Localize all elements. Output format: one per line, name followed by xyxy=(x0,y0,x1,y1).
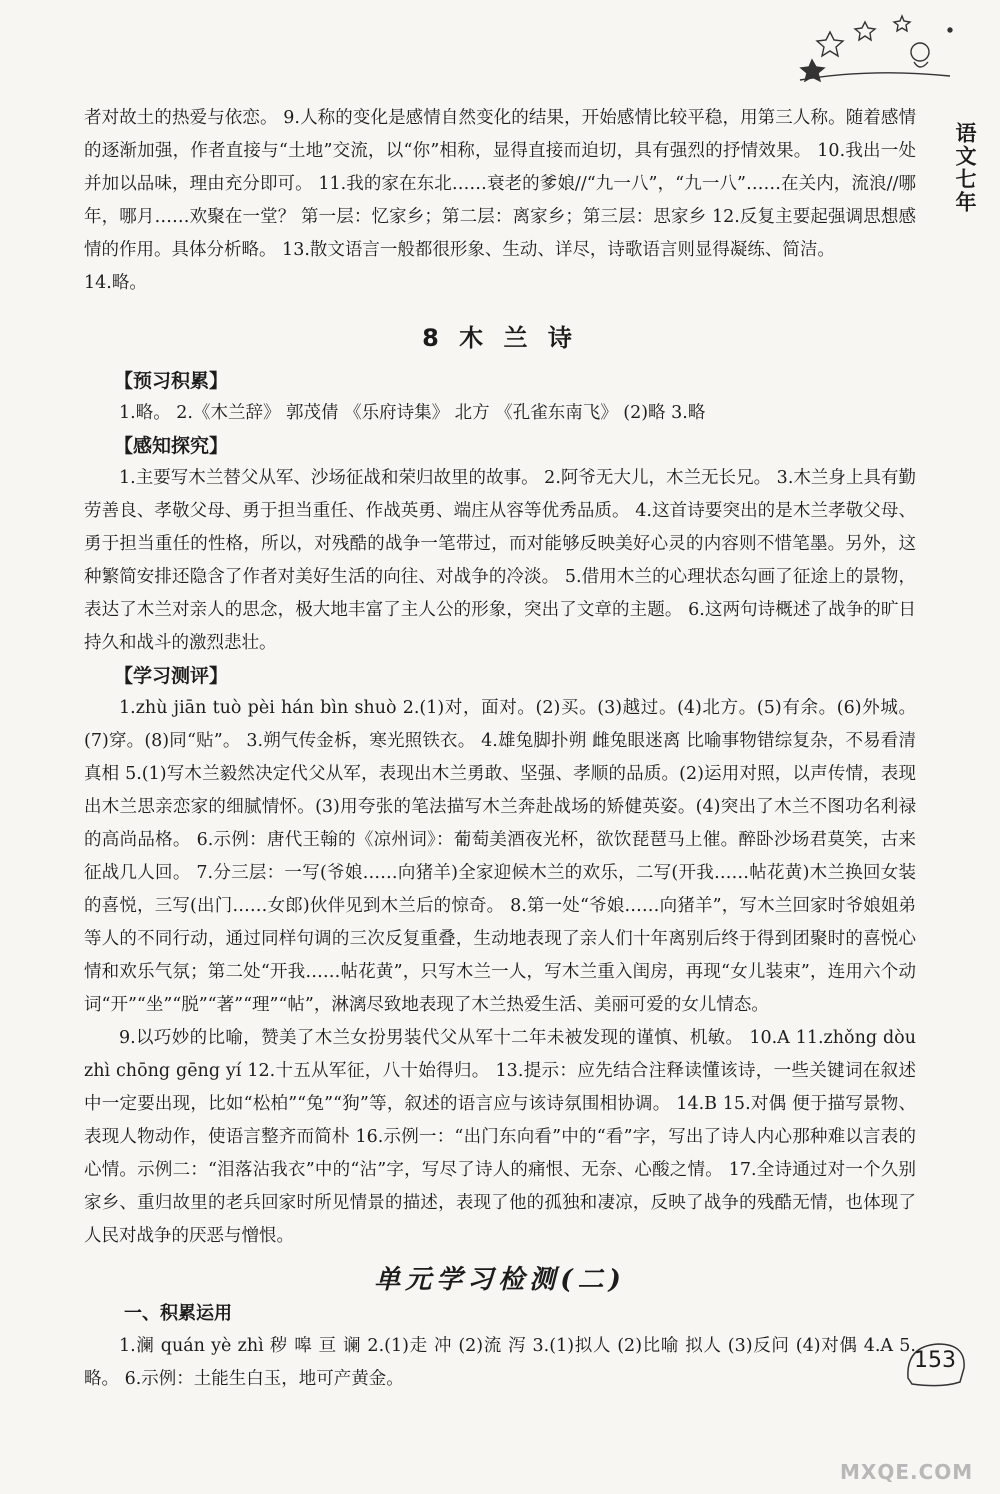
section-heading-preview: 【预习积累】 xyxy=(114,370,229,392)
intro-paragraph: 者对故土的热爱与依恋。 9.人称的变化是感情自然变化的结果，开始感情比较平稳，用第三人称。随着感情的逐渐加强，作者直接与“土地”交流，以“你”相称，显得直接而迫切，具有强烈的抒情效果。 10.我出一处并加以品味，理由充分即可。 11.我的家在东北……衰老的爹娘//“九一八”，“九一八”……在关内，流浪//哪年，哪月……欢聚在一堂？ 第一层：忆家乡；第二层：离家乡；第三层：思家乡 12.反复主要起强调思想感情的作用。具体分析略。 13.散文语言一般都很形象、生动、详尽，诗歌语言则显得凝练、简洁。 xyxy=(84,108,916,260)
unit-section-text: 1.澜 quán yè zhì 秽 嗥 亘 谰 2.(1)走 冲 (2)流 泻 3.(1)拟人 (2)比喻 拟人 (3)反问 (4)对偶 4.A 5.略。 6.示例：土能生白玉，地可产黄金。 xyxy=(84,1336,916,1389)
subject-side-label: 语文七年 xyxy=(953,122,977,214)
section-text-assess-continued: 9.以巧妙的比喻，赞美了木兰女扮男装代父从军十二年未被发现的谨慎、机敏。 10.A 11.zhǒng dòu zhì chōng gēng yí 12.十五从军征，八十始得归。 13.提示：应先结合注释读懂该诗，一些关键词在叙述中一定要出现，比如“松柏”“兔”“狗”等，叙述的语言应与该诗氛围相协调。 14.B 15.对偶 便于描写景物、表现人物动作，使语言整齐而简朴 16.示例一：“出门东向看”中的“看”字，写出了诗人内心那种难以言表的心情。示例二：“泪落沾我衣”中的“沾”字，写尽了诗人的痛恨、无奈、心酸之情。 17.全诗通过对一个久别家乡、重归故里的老兵回家时所见情景的描述，表现了他的孤独和凄凉，反映了战争的残酷无情，也体现了人民对战争的厌恶与憎恨。 xyxy=(84,1028,916,1246)
section-text-explore: 1.主要写木兰替父从军、沙场征战和荣归故里的故事。 2.阿爷无大儿，木兰无长兄。 3.木兰身上具有勤劳善良、孝敬父母、勇于担当重任、作战英勇、端庄从容等优秀品质。 4.这首诗要突出的是木兰孝敬父母、勇于担当重任的性格，所以，对残酷的战争一笔带过，而对能够反映美好心灵的内容则不惜笔墨。另外，这种繁简安排还隐含了作者对美好生活的向往、对战争的冷淡。 5.借用木兰的心理状态勾画了征途上的景物，表达了木兰对亲人的思念，极大地丰富了主人公的形象，突出了文章的主题。 6.这两句诗概述了战争的旷日持久和战斗的激烈悲壮。 xyxy=(84,468,916,653)
chapter-title: 8 木 兰 诗 xyxy=(422,324,578,352)
section-text-preview: 1.略。 2.《木兰辞》 郭茂倩 《乐府诗集》 北方 《孔雀东南飞》 (2)略 3.略 xyxy=(119,403,706,423)
page-number: 153 xyxy=(914,1348,956,1373)
section-text-assess: 1.zhù jiān tuò pèi hán bìn shuò 2.(1)对，面对。(2)买。(3)越过。(4)北方。(5)有余。(6)外城。(7)穿。(8)同“贴”。 3.朔气传金柝，寒光照铁衣。 4.雄兔脚扑朔 雌兔眼迷离 比喻事物错综复杂，不易看清真相 5.(1)写木兰毅然决定代父从军，表现出木兰勇敢、坚强、孝顺的品质。(2)运用对照，以声传情，表现出木兰思亲恋家的细腻情怀。(3)用夸张的笔法描写木兰奔赴战场的矫健英姿。(4)突出了木兰不图功名利禄的高尚品格。 6.示例：唐代王翰的《凉州词》：葡萄美酒夜光杯，欲饮琵琶马上催。醉卧沙场君莫笑，古来征战几人回。 7.分三层：一写(爷娘……向猪羊)全家迎候木兰的欢乐，二写(开我……帖花黄)木兰换回女装的喜悦，三写(出门……女郎)伙伴见到木兰后的惊奇。 8.第一处“爷娘……向猪羊”，写木兰回家时爷娘姐弟等人的不同行动，通过同样句调的三次反复重叠，生动地表现了亲人们十年离别后终于得到团聚时的喜悦心情和欢乐气氛；第二处“开我……帖花黄”，只写木兰一人，写木兰重入闺房，再现“女儿装束”，连用六个动词“开”“坐”“脱”“著”“理”“帖”，淋漓尽致地表现了木兰热爱生活、美丽可爱的女儿情态。 xyxy=(84,698,916,1015)
unit-test-title: 单元学习检测(二) xyxy=(374,1265,626,1295)
main-content xyxy=(84,102,916,1396)
section-heading-explore: 【感知探究】 xyxy=(114,435,229,457)
section-heading-assess: 【学习测评】 xyxy=(114,665,229,687)
intro-paragraph-end: 14.略。 xyxy=(84,273,147,293)
page-number-badge xyxy=(902,1338,972,1390)
watermark-text: MXQE.COM xyxy=(840,1460,974,1484)
unit-section-heading: 一、积累运用 xyxy=(124,1303,232,1324)
stars-decoration-icon xyxy=(790,10,970,90)
